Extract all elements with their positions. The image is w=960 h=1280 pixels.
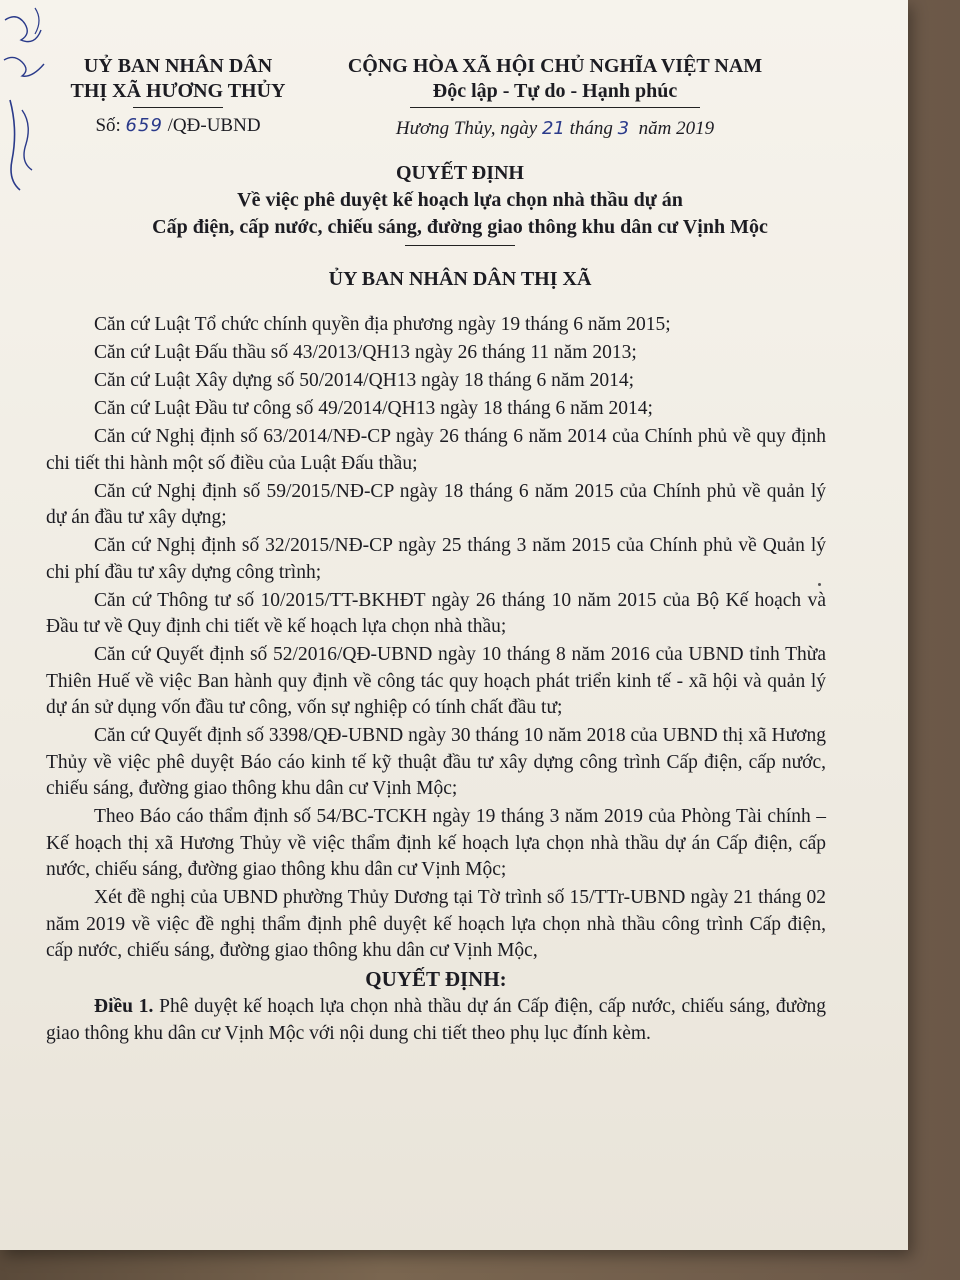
national-header-block bbox=[320, 54, 790, 141]
national-motto: Độc lập - Tự do - Hạnh phúc bbox=[432, 80, 678, 102]
date-day: 21 bbox=[541, 118, 565, 139]
document-body bbox=[46, 312, 826, 1049]
legal-basis-item: Xét đề nghị của UBND phường Thủy Dương tại Tờ trình số 15/TTr-UBND ngày 21 tháng 02 năm 2019 về việc đề nghị thẩm định phê duyệt kế hoạch lựa chọn nhà thầu công trình Cấp điện, cấp nước, chiếu sáng, đường giao thông khu dân cư Vịnh Mộc, bbox=[46, 887, 826, 961]
subject-line2: Cấp điện, cấp nước, chiếu sáng, đường giao thông khu dân cư Vịnh Mộc bbox=[152, 216, 768, 238]
article-1-text: Phê duyệt kế hoạch lựa chọn nhà thầu dự án Cấp điện, cấp nước, chiếu sáng, đường giao thông khu dân cư Vịnh Mộc với nội dung chi tiết theo phụ lục đính kèm. bbox=[46, 996, 826, 1044]
legal-basis-item: Căn cứ Thông tư số 10/2015/TT-BKHĐT ngày 26 tháng 10 năm 2015 của Bộ Kế hoạch và Đầu tư về Quy định chi tiết về kế hoạch lựa chọn nhà thầu; bbox=[46, 589, 826, 637]
legal-basis-item: Căn cứ Quyết định số 52/2016/QĐ-UBND ngày 10 tháng 8 năm 2016 của UBND tỉnh Thừa Thiên Huế về việc Ban hành quy định về công tác quy hoạch phát triển kinh tế - xã hội và quản lý dự án sử dụng vốn đầu tư công, vốn sự nghiệp có tính chất đầu tư; bbox=[46, 644, 826, 718]
date-month-label: tháng bbox=[569, 118, 613, 139]
article-1-label: Điều 1. bbox=[94, 996, 154, 1017]
agency-name-line1: UỶ BAN NHÂN DÂN bbox=[83, 55, 273, 77]
date-prefix: Hương Thủy, ngày bbox=[395, 118, 538, 139]
legal-basis-item: Căn cứ Nghị định số 32/2015/NĐ-CP ngày 25 tháng 3 năm 2015 của Chính phủ về Quản lý chi phí đầu tư xây dựng công trình; bbox=[46, 535, 826, 583]
legal-basis-item: Căn cứ Luật Đầu tư công số 49/2014/QH13 ngày 18 tháng 6 năm 2014; bbox=[94, 398, 653, 419]
document-number-value: 659 bbox=[125, 115, 163, 136]
paper-speck bbox=[818, 583, 821, 586]
legal-basis-item: Căn cứ Luật Xây dựng số 50/2014/QH13 ngày 18 tháng 6 năm 2014; bbox=[94, 370, 634, 391]
legal-basis-item: Căn cứ Nghị định số 63/2014/NĐ-CP ngày 26 tháng 6 năm 2014 của Chính phủ về quy định chi tiết thi hành một số điều của Luật Đấu thầu; bbox=[46, 426, 826, 474]
document-number-suffix: /QĐ-UBND bbox=[167, 115, 261, 136]
subject-line1: Về việc phê duyệt kế hoạch lựa chọn nhà thầu dự án bbox=[237, 189, 683, 211]
decision-title-block bbox=[40, 160, 880, 246]
issuing-authority: ỦY BAN NHÂN DÂN THỊ XÃ bbox=[328, 268, 592, 290]
agency-name-line2: THỊ XÃ HƯƠNG THỦY bbox=[70, 80, 286, 102]
issuing-agency-block bbox=[58, 54, 298, 138]
legal-basis-item: Căn cứ Quyết định số 3398/QĐ-UBND ngày 30 tháng 10 năm 2018 của UBND thị xã Hương Thủy về việc phê duyệt Báo cáo kinh tế kỹ thuật đầu tư xây dựng công trình Cấp điện, cấp nước, chiếu sáng, đường giao thông khu dân cư Vịnh Mộc; bbox=[46, 725, 826, 799]
date-month: 3 bbox=[617, 118, 630, 139]
legal-basis-item: Theo Báo cáo thẩm định số 54/BC-TCKH ngày 19 tháng 3 năm 2019 của Phòng Tài chính – Kế hoạch thị xã Hương Thủy về việc thẩm định kế hoạch lựa chọn nhà thầu dự án Cấp điện, cấp nước, chiếu sáng, đường giao thông khu dân cư Vịnh Mộc; bbox=[46, 806, 826, 880]
agency-underline bbox=[133, 107, 223, 108]
motto-underline bbox=[410, 107, 700, 108]
article-1 bbox=[46, 994, 826, 1047]
legal-basis-item: Căn cứ Nghị định số 59/2015/NĐ-CP ngày 18 tháng 6 năm 2015 của Chính phủ về quản lý dự án đầu tư xây dựng; bbox=[46, 480, 826, 528]
issue-date bbox=[320, 116, 790, 141]
date-year: năm 2019 bbox=[638, 118, 715, 139]
document-type-heading: QUYẾT ĐỊNH bbox=[396, 162, 524, 184]
legal-basis-item: Căn cứ Luật Tổ chức chính quyền địa phương ngày 19 tháng 6 năm 2015; bbox=[94, 314, 671, 335]
document-number-prefix: Số: bbox=[95, 115, 121, 136]
national-title: CỘNG HÒA XÃ HỘI CHỦ NGHĨA VIỆT NAM bbox=[347, 55, 763, 77]
decision-section-heading: QUYẾT ĐỊNH: bbox=[365, 967, 507, 991]
legal-basis-item: Căn cứ Luật Đấu thầu số 43/2013/QH13 ngày 26 tháng 11 năm 2013; bbox=[94, 342, 637, 363]
title-underline bbox=[405, 245, 515, 246]
document-number bbox=[58, 113, 298, 138]
